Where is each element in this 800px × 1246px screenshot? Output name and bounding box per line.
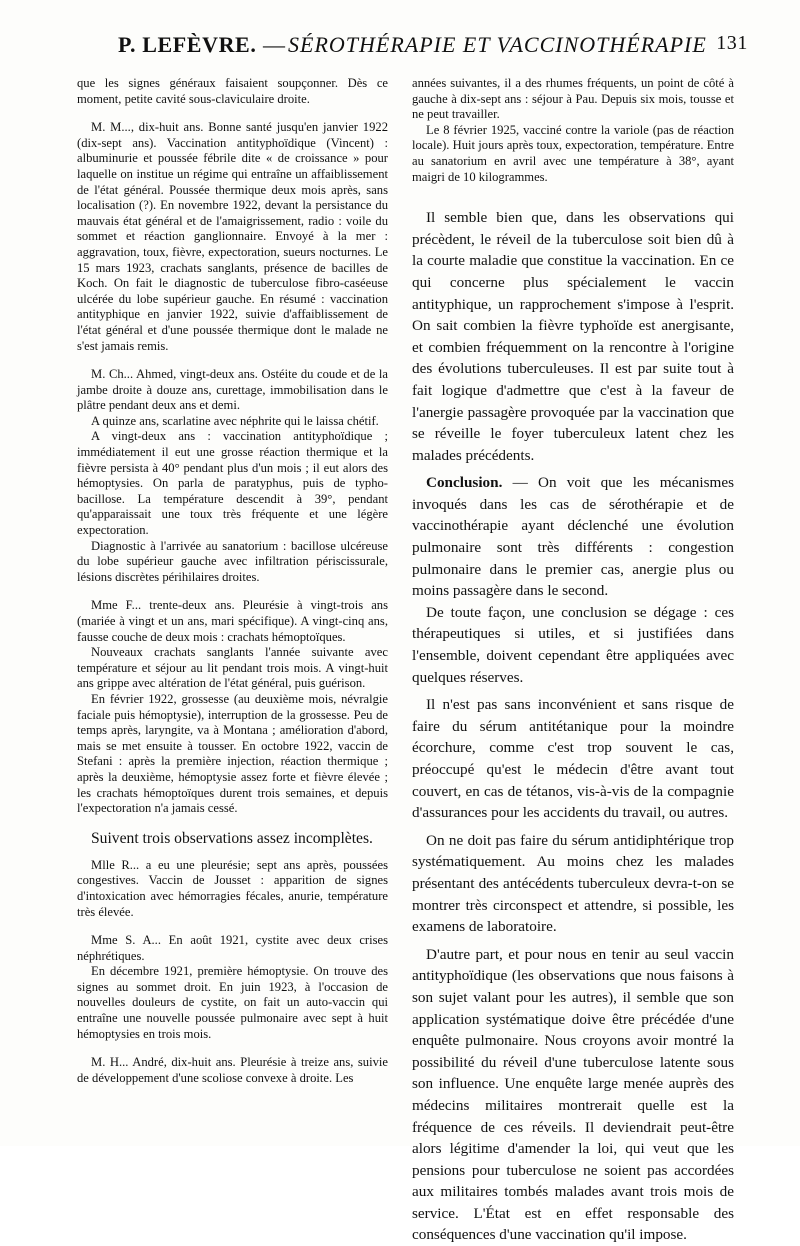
page-number: 131: [716, 32, 748, 54]
paragraph: En février 1922, grossesse (au deuxième mois, névralgie faciale puis hémoptysie), interruption de la grossesse. Peu de temps après, laryngite, va à Montana ; amélioration d'abord, mais se met ensuite à tousser. En octobre 1922, vaccin de Stefani : après la première injection, réaction thermique ; après la deuxième, hémoptysie assez forte et fièvre élevée ; les crachats hémoptoïques durent trois semaines, et depuis l'expectoration n'a jamais cessé.: [77, 691, 388, 816]
paragraph: De toute façon, une conclusion se dégage : ces thérapeutiques si utiles, et si justifiées dans l'ensemble, doivent cependant être appliquées avec quelques réserves.: [412, 603, 734, 686]
header-dash: —: [263, 32, 286, 57]
paragraph: A vingt-deux ans : vaccination antityphoïdique ; immédiatement il eut une grosse réaction thermique et la fièvre persista à 40° pendant plus d'un mois ; il eut alors des hémoptysies. On parla de paratyphus, puis de typho-bacillose. La température descendit à 39°, pendant qu'apparaissait une toux très fréquente et une légère expectoration.: [77, 429, 388, 538]
case-m-h-andre: M. H... André, dix-huit ans. Pleurésie à treize ans, suivie de développement d'une scoliose convexe à droite. Les: [77, 1055, 388, 1085]
paragraph: Il semble bien que, dans les observations qui précèdent, le réveil de la tuberculose soit bien dû à la courte maladie que constitue la vaccination. En ce qui concerne plus spécialement le vaccin antityphique, un rapprochement s'impose à l'esprit. On sait combien la fièvre typhoïde est anergisante, et combien fréquemment on la rencontre à l'origine des évolutions tuberculeuses. Il est par suite tout à fait logique d'admettre que c'est à la faveur de l'anergie passagère provoquée par la vaccination que se réveille le foyer tuberculeux latent chez les malades précédents.: [412, 209, 734, 464]
paragraph: Le 8 février 1925, vacciné contre la variole (pas de réaction locale). Huit jours après toux, expectoration, température. Entre au sanatorium en avril avec une température à 38°, ayant maigri de 10 kilogrammes.: [412, 122, 734, 184]
paragraph: On ne doit pas faire du sérum antidiphtérique trop systématiquement. Au moins chez les malades présentant des antécédents tuberculeux devra-t-on se montrer très circonspect et attendre, si possible, les examens de laboratoire.: [412, 831, 734, 936]
case-m-ch-ahmed: M. Ch... Ahmed, vingt-deux ans. Ostéite du coude et de la jambe droite à douze ans, curettage, immobilisation dans le plâtre pendant deux ans et demi.: [77, 367, 388, 413]
right-column: [412, 76, 734, 1246]
paragraph: Diagnostic à l'arrivée au sanatorium : bacillose ulcéreuse du lobe supérieur gauche avec infiltration périscissurale, lésions discrètes périhilaires droites.: [77, 538, 388, 584]
conclusion-paragraph: [412, 472, 734, 602]
header-title: SÉROTHÉRAPIE ET VACCINOTHÉRAPIE: [288, 32, 707, 57]
paragraph: D'autre part, et pour nous en tenir au seul vaccin antityphoïdique (les observations que nous faisons à son sujet valant pour les autres), il semble que son application systématique doive être précédée d'une enquête pulmonaire. Nous croyons avoir montré la possibilité du réveil d'une tuberculose latente sous son influence. Une enquête large menée auprès des médecins militaires montrerait quelle est la fréquence de ces réveils. Il deviendrait peut-être alors légitime d'amender la loi, qui veut que les pensions pour tuberculose ne soient pas accordées aux militaires tombés malades avant trois mois de service. L'État est en effet responsable des conséquences d'une vaccination qu'il impose.: [412, 945, 734, 1244]
section-heading: Suivent trois observations assez incomplètes.: [91, 829, 373, 847]
running-header: [118, 32, 748, 68]
header-author: P. LEFÈVRE.: [118, 32, 257, 57]
left-column: [77, 76, 388, 1086]
paragraph: En décembre 1921, première hémoptysie. On trouve des signes au sommet droit. En juin 1923, à l'occasion de nouvelles douleurs de cystite, on fait un auto-vaccin qui entraîne une nouvelle poussée pulmonaire avec sept à huit hémoptysies en trois mois.: [77, 964, 388, 1041]
paragraph: A quinze ans, scarlatine avec néphrite qui le laissa chétif.: [91, 413, 379, 428]
case-m-m: M. M..., dix-huit ans. Bonne santé jusqu'en janvier 1922 (dix-sept ans). Vaccination antityphoïdique (Vincent) : albuminurie et poussée fébrile dite « de croissance » pour laquelle on institue un régime qui entraîne un affaiblissement de l'état général. Poussée thermique deux mois après, sans localisation (?). En novembre 1922, devant la persistance du mauvais état général et de l'amaigrissement, radio : voile du sommet et réaction ganglionnaire. Envoyé à la mer : aggravation, toux, fièvre, expectoration, sueurs nocturnes. Le 15 mars 1923, crachats sanglants, présence de bacilles de Koch. On fait le diagnostic de tuberculose fibro-caséeuse ulcérée du lobe supérieur gauche. En résumé : vaccination antityphique en janvier 1922, suivie d'affaiblissement de l'état général et d'une poussée thermique dont le malade ne s'est jamais remis.: [77, 120, 388, 353]
case-mme-f: Mme F... trente-deux ans. Pleurésie à vingt-trois ans (mariée à vingt et un ans, mari spécifique). A vingt-cinq ans, fausse couche de deux mois : crachats hémoptoïques.: [77, 598, 388, 644]
paragraph: Nouveaux crachats sanglants l'année suivante avec température et séjour au lit pendant trois mois. A vingt-huit ans grippe avec altération de l'état général, puis guérison.: [77, 645, 388, 691]
case-continuation: [412, 76, 734, 185]
discussion-text: [412, 207, 734, 1246]
paragraph: que les signes généraux faisaient soupçonner. Dès ce moment, petite cavité sous-claviculaire droite.: [77, 76, 388, 106]
case-mme-s-a: Mme S. A... En août 1921, cystite avec deux crises néphrétiques.: [77, 933, 388, 963]
conclusion-text: — On voit que les mécanismes invoqués dans les cas de sérothérapie et de vaccinothérapie ayant déclenché une évolution pulmonaire sont très différents : congestion pulmonaire dans le premier cas, anergie plus ou moins passagère dans le second.: [412, 474, 734, 600]
paragraph: Il n'est pas sans inconvénient et sans risque de faire du sérum antitétanique pour la moindre écorchure, comme c'est trop souvent le cas, préoccupé qu'est le médecin d'être avant tout couvert, en cas de tétanos, vis-à-vis de la compagnie d'assurances pour les accidents du travail, ou autres.: [412, 696, 734, 822]
paragraph: années suivantes, il a des rhumes fréquents, un point de côté à gauche à dix-sept ans : séjour à Pau. Depuis six mois, tousse et ne peut travailler.: [412, 76, 734, 122]
case-mlle-r: Mlle R... a eu une pleurésie; sept ans après, poussées congestives. Vaccin de Jousset : apparition de signes d'intoxication avec hémorragies fécales, anurie, température très élevée.: [77, 857, 388, 919]
conclusion-label: Conclusion.: [426, 474, 503, 492]
